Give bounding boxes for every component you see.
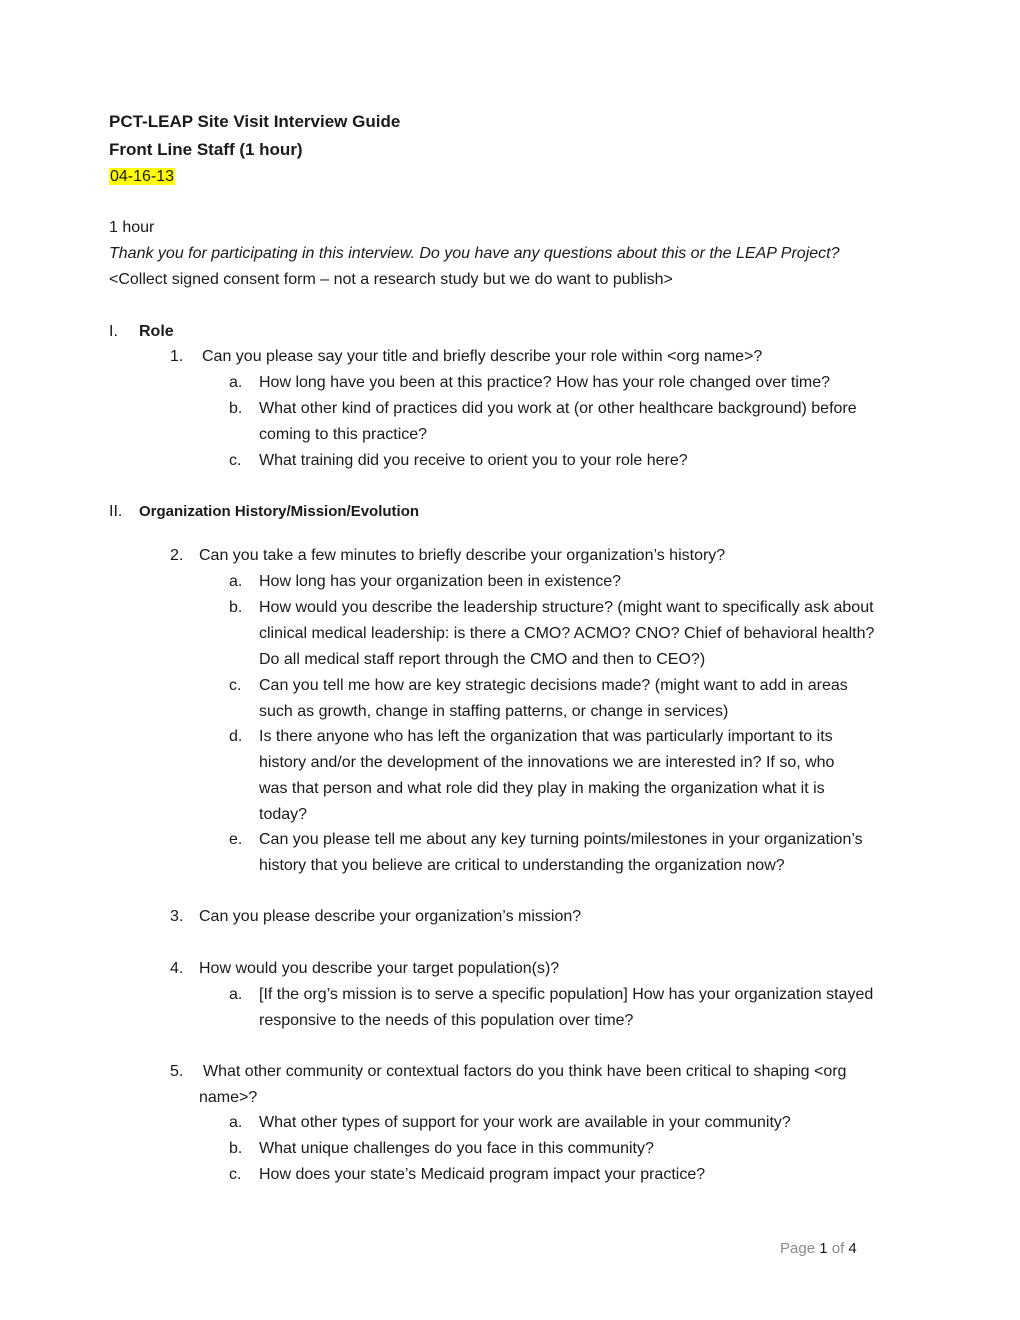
section-numeral: I.: [109, 323, 118, 340]
sub-question-letter: d.: [229, 728, 243, 745]
sub-question-text: [If the org’s mission is to serve a specific population] How has your organization stayed: [259, 986, 874, 1003]
question-number: 4.: [170, 960, 184, 977]
thanks-text: Thank you for participating in this interview. Do you have any questions about this or the LEAP Project?: [109, 245, 840, 262]
question-text: What other community or contextual factors do you think have been critical to shaping <org: [203, 1063, 847, 1080]
sub-question-letter: c.: [229, 1166, 242, 1183]
sub-question-letter: a.: [229, 986, 243, 1003]
sub-question-text: Do all medical staff report through the CMO and then to CEO?): [259, 651, 706, 668]
sub-question-text: responsive to the needs of this population over time?: [259, 1012, 634, 1029]
sub-question-text: Can you please tell me about any key turning points/milestones in your organization’s: [259, 831, 863, 848]
sub-question-text: What training did you receive to orient you to your role here?: [259, 452, 688, 469]
date-highlight: 04-16-13: [110, 168, 175, 185]
sub-question-text: Is there anyone who has left the organization that was particularly important to its: [259, 728, 833, 745]
sub-question-letter: b.: [229, 400, 243, 417]
sub-question-text: today?: [259, 806, 308, 823]
sub-question-text: history and/or the development of the innovations we are interested in? If so, who: [259, 754, 835, 771]
section-heading-role: Role: [139, 323, 174, 340]
sub-question-text: history that you believe are critical to understanding the organization now?: [259, 857, 785, 874]
question-number: 1.: [170, 348, 184, 365]
page-number: 1: [819, 1240, 828, 1257]
document-title: PCT-LEAP Site Visit Interview Guide: [109, 112, 401, 131]
page-total: 4: [848, 1240, 857, 1257]
question-text: Can you please describe your organization’s mission?: [199, 908, 582, 925]
document-subtitle: Front Line Staff (1 hour): [109, 140, 303, 159]
sub-question-text: was that person and what role did they play in making the organization what it is: [259, 780, 825, 797]
consent-text: <Collect signed consent form – not a research study but we do want to publish>: [109, 271, 673, 288]
sub-question-text: clinical medical leadership: is there a CMO? ACMO? CNO? Chief of behavioral health?: [259, 625, 875, 642]
page-word: Page: [780, 1240, 816, 1257]
sub-question-letter: a.: [229, 573, 243, 590]
sub-question-text: such as growth, change in staffing patterns, or change in services): [259, 703, 729, 720]
sub-question-text: What other types of support for your work are available in your community?: [259, 1114, 791, 1131]
sub-question-text: What unique challenges do you face in this community?: [259, 1140, 654, 1157]
sub-question-text: How does your state’s Medicaid program impact your practice?: [259, 1166, 706, 1183]
question-text: Can you take a few minutes to briefly describe your organization’s history?: [199, 547, 726, 564]
section-heading-history: Organization History/Mission/Evolution: [139, 503, 420, 520]
sub-question-text: What other kind of practices did you work at (or other healthcare background) before: [259, 400, 857, 417]
duration-text: 1 hour: [109, 219, 155, 236]
sub-question-letter: a.: [229, 374, 243, 391]
of-word: of: [831, 1240, 845, 1257]
sub-question-text: How long have you been at this practice? How has your role changed over time?: [259, 374, 830, 391]
page-footer: [780, 1240, 857, 1257]
sub-question-text: coming to this practice?: [259, 426, 428, 443]
sub-question-text: Can you tell me how are key strategic decisions made? (might want to add in areas: [259, 677, 848, 694]
question-text-continued: name>?: [199, 1089, 258, 1106]
sub-question-text: How would you describe the leadership structure? (might want to specifically ask about: [259, 599, 874, 616]
question-number: 5.: [170, 1063, 184, 1080]
sub-question-letter: c.: [229, 677, 242, 694]
question-number: 2.: [170, 547, 184, 564]
sub-question-letter: c.: [229, 452, 242, 469]
question-text: Can you please say your title and briefly describe your role within <org name>?: [202, 348, 763, 365]
question-text: How would you describe your target population(s)?: [199, 960, 560, 977]
sub-question-letter: e.: [229, 831, 243, 848]
document-date: [109, 167, 175, 187]
sub-question-letter: b.: [229, 1140, 243, 1157]
section-numeral: II.: [109, 503, 123, 520]
sub-question-letter: b.: [229, 599, 243, 616]
sub-question-letter: a.: [229, 1114, 243, 1131]
sub-question-text: How long has your organization been in existence?: [259, 573, 622, 590]
question-number: 3.: [170, 908, 184, 925]
